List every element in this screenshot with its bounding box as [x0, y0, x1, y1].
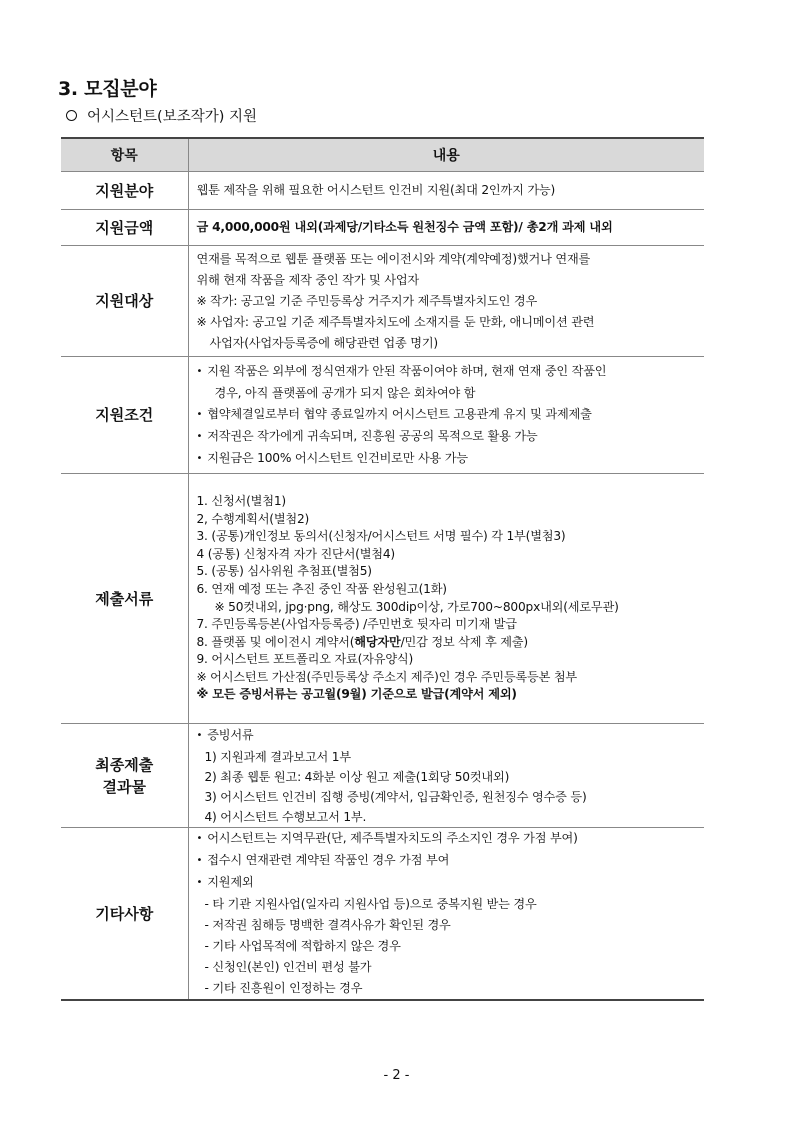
content-line: 2) 최종 웹툰 원고: 4화분 이상 원고 제출(1회당 50컷내외): [204, 769, 510, 784]
contract-text-a: 8. 플랫폼 및 에이전시 계약서(: [196, 634, 355, 649]
content-line: • 협약체결일로부터 협약 종료일까지 어시스턴트 고용관계 유지 및 과제제출: [197, 404, 705, 426]
recruitment-table: [61, 137, 704, 1001]
content-line: 웹툰 제작을 위해 필요한 어시스턴트 인건비 지원(최대 2인까지 가능): [196, 183, 556, 197]
content-line: 1) 지원과제 결과보고서 1부: [204, 749, 351, 764]
section-heading: 3. 모집분야: [58, 78, 157, 100]
content-line: ※ 어시스턴트 가산점(주민등록상 주소지 제주)인 경우 주민등록등본 첨부: [196, 669, 577, 684]
header-item: 항목: [61, 138, 188, 172]
content-line: - 저작권 침해등 명백한 결격사유가 확인된 경우: [204, 918, 451, 932]
table-header-row: [61, 138, 704, 172]
subheading-text: 어시스턴트(보조작가) 지원: [87, 109, 257, 125]
table-row: [61, 828, 704, 1001]
page-number: - 2 -: [383, 1068, 410, 1083]
content-line: ※ 작가: 공고일 기준 주민등록상 거주지가 제주특별자치도인 경우: [196, 293, 538, 308]
content-line: 경우, 아직 플랫폼에 공개가 되지 않은 회차여야 함: [214, 385, 476, 400]
content-line: 금 4,000,000원 내외(과제당/기타소득 원천징수 금액 포함)/ 총2개 과제 내외: [196, 220, 613, 234]
content-line: - 기타 진흥원이 인정하는 경우: [204, 981, 363, 995]
row-label-line: 최종제출: [95, 755, 154, 774]
content-line: - 신청인(본인) 인건비 편성 불가: [204, 960, 372, 974]
content-line: 사업자(사업자등록증에 해당관련 업종 명기): [209, 335, 438, 350]
content-line: - 기타 사업목적에 적합하지 않은 경우: [204, 939, 401, 953]
row-content: [188, 474, 704, 724]
row-content: [188, 210, 704, 246]
row-label: 지원분야: [61, 172, 188, 210]
table-row: [61, 474, 704, 724]
content-line: • 지원제외: [197, 872, 705, 894]
content-line: 4 (공통) 신청자격 자가 진단서(별첨4): [196, 546, 395, 561]
row-content: [188, 828, 704, 1001]
row-content: [188, 246, 704, 357]
content-line: ※ 사업자: 공고일 기준 제주특별자치도에 소재지를 둔 만화, 애니메이션 관련: [196, 314, 595, 329]
row-label: 제출서류: [61, 474, 188, 724]
row-content: [188, 357, 704, 474]
row-content: [188, 724, 704, 828]
content-line: 연재를 목적으로 웹툰 플랫폼 또는 에이전시와 계약(계약예정)했거나 연재를: [196, 251, 591, 266]
content-line: 3. (공통)개인정보 동의서(신청자/어시스턴트 서명 필수) 각 1부(별첨3): [196, 529, 566, 544]
content-line: 위해 현재 작품을 제작 중인 작가 및 사업자: [196, 272, 419, 287]
row-content: [188, 172, 704, 210]
content-line: • 지원금은 100% 어시스턴트 인건비로만 사용 가능: [197, 448, 705, 470]
table-row: [61, 172, 704, 210]
content-line: 4) 어시스턴트 수행보고서 1부.: [204, 809, 367, 824]
content-line: - 타 기관 지원사업(일자리 지원사업 등)으로 중복지원 받는 경우: [204, 897, 537, 911]
content-line: • 증빙서류: [197, 725, 705, 747]
row-label-line: 결과물: [102, 777, 146, 796]
content-line: • 어시스턴트는 지역무관(단, 제주특별자치도의 주소지인 경우 가점 부여): [197, 828, 705, 850]
content-line: ※ 모든 증빙서류는 공고월(9월) 기준으로 발급(계약서 제외): [196, 687, 517, 702]
content-line: 7. 주민등록등본(사업자등록증) /주민번호 뒷자리 미기재 발급: [196, 617, 517, 632]
content-line: 6. 연재 예정 또는 추진 중인 작품 완성원고(1화): [196, 581, 447, 596]
row-label: 지원대상: [61, 246, 188, 357]
content-line: 1. 신청서(별첨1): [196, 493, 286, 508]
table-row: [61, 246, 704, 357]
content-line: • 접수시 연재관련 계약된 작품인 경우 가점 부여: [197, 850, 705, 872]
content-line: 9. 어시스턴트 포트폴리오 자료(자유양식): [196, 652, 414, 667]
row-label: 기타사항: [61, 828, 188, 1001]
contract-text-b: /민감 정보 삭제 후 제출): [400, 634, 528, 649]
content-line: • 저작권은 작가에게 귀속되며, 진흥원 공공의 목적으로 활용 가능: [197, 426, 705, 448]
contract-text-bold: 해당자만: [354, 634, 401, 649]
row-label: 지원금액: [61, 210, 188, 246]
row-label: [61, 724, 188, 828]
table-row: [61, 210, 704, 246]
subheading: [66, 105, 257, 126]
circle-bullet-icon: [66, 110, 77, 121]
content-line: ※ 50컷내외, jpg·png, 해상도 300dip이상, 가로700~800px내외(세로무관): [214, 599, 619, 614]
content-line: 3) 어시스턴트 인건비 집행 증빙(계약서, 입금확인증, 원천징수 영수증 등): [204, 789, 587, 804]
table-row: [61, 724, 704, 828]
table-row: [61, 357, 704, 474]
row-label: 지원조건: [61, 357, 188, 474]
content-line: • 지원 작품은 외부에 정식연재가 안된 작품이여야 하며, 현재 연재 중인 작품인: [197, 361, 705, 383]
content-line: 5. (공통) 심사위원 추첨표(별첨5): [196, 564, 372, 579]
header-content: 내용: [188, 138, 704, 172]
content-line: [197, 634, 705, 652]
content-line: 2, 수행계획서(별첨2): [196, 511, 310, 526]
